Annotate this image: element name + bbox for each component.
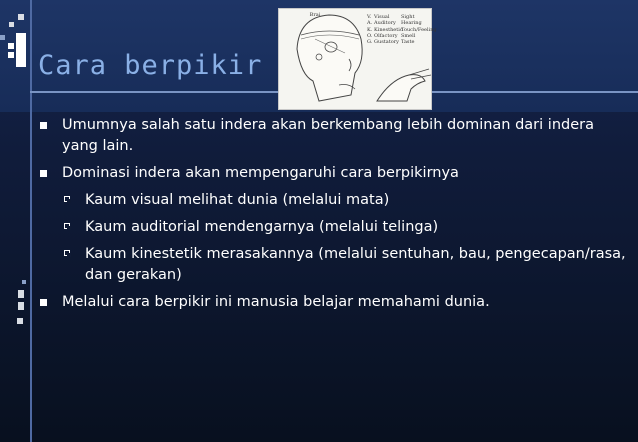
list-item-text: Umumnya salah satu indera akan berkembang lebih dominan dari indera yang lain.: [62, 117, 594, 154]
figure-legend-senses: Sight Hearing Touch/Feeling Smell Taste: [401, 14, 437, 46]
figure-top-label: Brai: [309, 12, 321, 18]
list-item: [38, 292, 628, 313]
sub-list-item-text: Kaum kinestetik merasakannya (melalui sentuhan, bau, pengecapan/rasa, dan gerakan): [85, 246, 626, 283]
sub-list-item: [38, 217, 628, 238]
square-bullet-icon: [40, 170, 47, 177]
list-item-text: Dominasi indera akan mempengaruhi cara berpikirnya: [62, 165, 459, 181]
vakog-head-illustration: [278, 8, 437, 110]
left-rule: [30, 0, 32, 442]
figure-legend-modes: Visual Auditory Kinesthetic Olfactory Gustatory: [374, 14, 403, 46]
list-item: [38, 163, 628, 184]
sub-list-item: [38, 190, 628, 211]
figure-legend-letters: V. A. K. O. G.: [367, 14, 373, 46]
slide-title: Cara berpikir: [38, 50, 263, 81]
bullet-list: [38, 115, 628, 319]
list-item: [38, 115, 628, 157]
sub-list-item-text: Kaum auditorial mendengarnya (melalui telinga): [85, 219, 439, 235]
hollow-square-bullet-icon: [64, 223, 70, 229]
sub-list-item: [38, 244, 628, 286]
square-bullet-icon: [40, 122, 47, 129]
sub-list-item-text: Kaum visual melihat dunia (melalui mata): [85, 192, 390, 208]
hollow-square-bullet-icon: [64, 250, 70, 256]
hollow-square-bullet-icon: [64, 196, 70, 202]
square-bullet-icon: [40, 299, 47, 306]
list-item-text: Melalui cara berpikir ini manusia belajar memahami dunia.: [62, 294, 490, 310]
